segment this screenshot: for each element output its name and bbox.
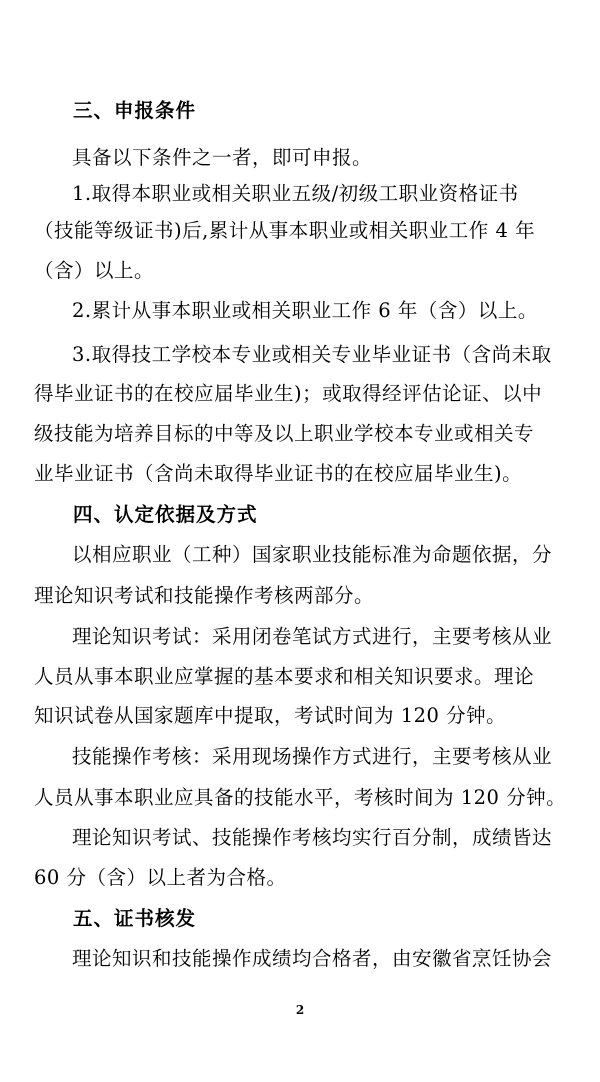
section-heading-application-conditions: 三、申报条件 <box>73 99 197 122</box>
paragraph-line: 理论知识和技能操作成绩均合格者，由安徽省烹饪协会 <box>72 947 553 970</box>
paragraph-line: 理论知识考试、技能操作考核均实行百分制，成绩皆达 <box>72 826 553 849</box>
paragraph-line: 人员从事本职业应具备的技能水平，考核时间为 120 分钟。 <box>34 786 567 809</box>
paragraph-line: 3.取得技工学校本专业或相关专业毕业证书（含尚未取 <box>72 343 552 366</box>
paragraph-line: 业毕业证书（含尚未取得毕业证书的在校应届毕业生)。 <box>34 462 523 485</box>
paragraph-line: （含）以上。 <box>34 259 155 282</box>
section-heading-basis-and-method: 四、认定依据及方式 <box>73 503 258 526</box>
paragraph-line: 技能操作考核：采用现场操作方式进行，主要考核从业 <box>72 745 553 768</box>
paragraph-line: 60 分（含）以上者为合格。 <box>34 866 287 889</box>
paragraph-line: 级技能为培养目标的中等及以上职业学校本专业或相关专 <box>34 422 535 445</box>
paragraph-line: 理论知识考试：采用闭卷笔试方式进行，主要考核从业 <box>72 625 553 648</box>
paragraph-line: （技能等级证书)后,累计从事本职业或相关职业工作 4 年 <box>34 219 536 242</box>
paragraph-line: 人员从事本职业应掌握的基本要求和相关知识要求。理论 <box>34 665 535 688</box>
page-number: 2 <box>295 1003 305 1017</box>
paragraph-line: 理论知识考试和技能操作考核两部分。 <box>34 584 375 607</box>
paragraph-line: 2.累计从事本职业或相关职业工作 6 年（含）以上。 <box>72 299 538 322</box>
paragraph-line: 以相应职业（工种）国家职业技能标准为命题依据，分 <box>72 543 553 566</box>
paragraph-line: 知识试卷从国家题库中提取，考试时间为 120 分钟。 <box>34 704 507 727</box>
section-heading-certificate-issuance: 五、证书核发 <box>73 907 197 930</box>
paragraph-line: 具备以下条件之一者，即可申报。 <box>72 146 373 169</box>
paragraph-line: 1.取得本职业或相关职业五级/初级工职业资格证书 <box>72 182 519 205</box>
paragraph-line: 得毕业证书的在校应届毕业生)；或取得经评估论证、以中 <box>34 382 543 405</box>
